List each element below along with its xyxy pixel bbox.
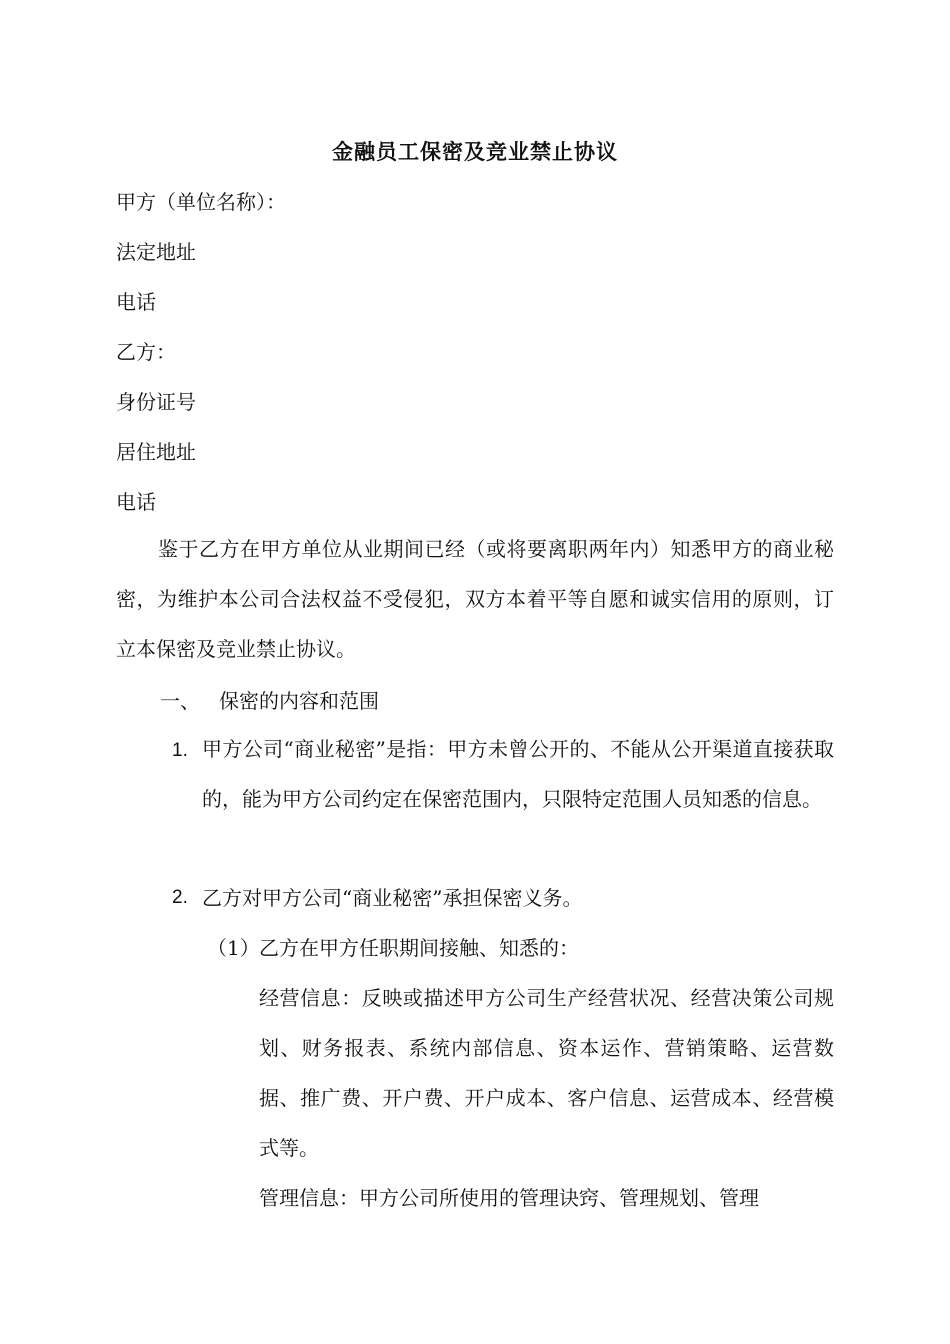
item-2-text: 乙方对甲方公司“商业秘密”承担保密义务。 (202, 886, 583, 910)
party-a-field: 甲方（单位名称）： (116, 190, 286, 214)
item-1-number: 1. (172, 740, 188, 761)
management-info-paragraph: 管理信息：甲方公司所使用的管理诀窍、管理规划、管理 (259, 1186, 759, 1210)
item-2-number: 2. (172, 887, 188, 908)
residential-address-field: 居住地址 (116, 440, 196, 464)
sub-item-1-number: （1） (207, 936, 260, 960)
preamble-paragraph: 鉴于乙方在甲方单位从业期间已经（或将要离职两年内）知悉甲方的商业秘密，为维护本公司合法权益不受侵犯，双方本着平等自愿和诚实信用的原则，订立本保密及竞业禁止协议。 (116, 537, 834, 661)
section-1-number: 一、 (160, 689, 200, 713)
sub-item-1-text: 乙方在甲方任职期间接触、知悉的： (259, 936, 579, 960)
phone-a-field: 电话 (116, 290, 156, 314)
legal-address-field: 法定地址 (116, 240, 196, 264)
business-info-paragraph: 经营信息：反映或描述甲方公司生产经营状况、经营决策公司规划、财务报表、系统内部信息、资本运作、营销策略、运营数据、推广费、开户费、开户成本、客户信息、运营成本、经营模式等。 (259, 986, 834, 1160)
document-title: 金融员工保密及竞业禁止协议 (332, 139, 618, 164)
id-number-field: 身份证号 (116, 390, 196, 414)
phone-b-field: 电话 (116, 490, 156, 514)
party-b-field: 乙方： (116, 340, 176, 364)
section-1-heading: 保密的内容和范围 (219, 689, 379, 713)
item-1-text: 甲方公司“商业秘密”是指：甲方未曾公开的、不能从公开渠道直接获取的，能为甲方公司约定在保密范围内，只限特定范围人员知悉的信息。 (202, 737, 834, 811)
